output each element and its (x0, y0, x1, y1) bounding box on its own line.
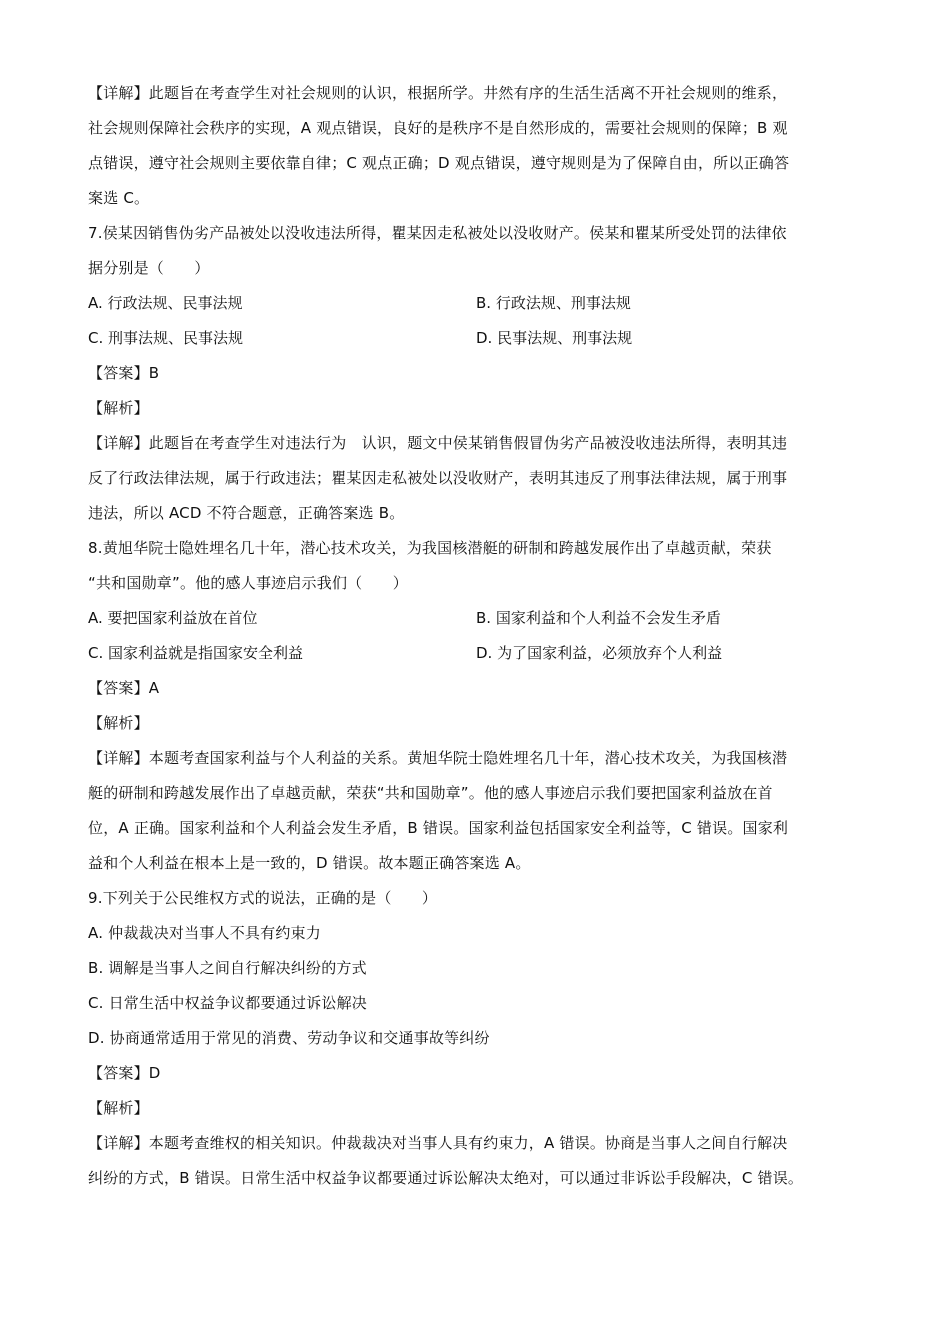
q7-stem-line-2: 据分别是（ ） (88, 259, 210, 277)
q8-option-d: D. 为了国家利益，必须放弃个人利益 (476, 644, 723, 662)
prev-detail-line-4: 案选 C。 (88, 189, 150, 207)
q8-stem-line-1: 8.黄旭华院士隐姓埋名几十年，潜心技术攻关，为我国核潜艇的研制和跨越发展作出了卓越贡献，荣获 (88, 539, 772, 557)
q7-option-a: A. 行政法规、民事法规 (88, 294, 243, 312)
q8-analysis-heading: 【解析】 (88, 714, 149, 732)
q9-answer: 【答案】D (88, 1064, 161, 1082)
q7-option-c: C. 刑事法规、民事法规 (88, 329, 244, 347)
q9-analysis-heading: 【解析】 (88, 1099, 149, 1117)
q8-option-c: C. 国家利益就是指国家安全利益 (88, 644, 304, 662)
q7-analysis-heading: 【解析】 (88, 399, 149, 417)
q8-detail-line-1: 【详解】本题考查国家利益与个人利益的关系。黄旭华院士隐姓埋名几十年，潜心技术攻关，为我国核潜 (88, 749, 788, 767)
q7-detail-line-3: 违法，所以 ACD 不符合题意，正确答案选 B。 (88, 504, 405, 522)
prev-detail-line-2: 社会规则保障社会秩序的实现，A 观点错误，良好的是秩序不是自然形成的，需要社会规则的保障；B 观 (88, 119, 788, 137)
q7-stem-line-1: 7.侯某因销售伪劣产品被处以没收违法所得，瞿某因走私被处以没收财产。侯某和瞿某所受处罚的法律依 (88, 224, 787, 242)
q7-detail-line-2: 反了行政法律法规，属于行政违法；瞿某因走私被处以没收财产，表明其违反了刑事法律法规，属于刑事 (88, 469, 788, 487)
q9-option-c: C. 日常生活中权益争议都要通过诉讼解决 (88, 994, 368, 1012)
q8-detail-line-2: 艇的研制和跨越发展作出了卓越贡献，荣获“共和国勋章”。他的感人事迹启示我们要把国家利益放在首 (88, 784, 773, 802)
q7-options-row-2 (88, 321, 878, 356)
prev-detail-line-3: 点错误，遵守社会规则主要依靠自律；C 观点正确；D 观点错误，遵守规则是为了保障自由，所以正确答 (88, 154, 790, 172)
q9-option-b: B. 调解是当事人之间自行解决纠纷的方式 (88, 959, 367, 977)
q9-detail-line-2: 纠纷的方式，B 错误。日常生活中权益争议都要通过诉讼解决太绝对，可以通过非诉讼手段解决，C 错误。 (88, 1169, 804, 1187)
question-8 (88, 531, 878, 881)
q7-detail-line-1: 【详解】此题旨在考查学生对违法行为 认识，题文中侯某销售假冒伪劣产品被没收违法所得，表明其违 (88, 434, 788, 452)
q7-answer: 【答案】B (88, 364, 160, 382)
prev-detail-line-1: 【详解】此题旨在考查学生对社会规则的认识，根据所学。井然有序的生活生活离不开社会规则的维系， (88, 84, 788, 102)
q8-options-row-2 (88, 636, 878, 671)
q8-option-a: A. 要把国家利益放在首位 (88, 609, 258, 627)
question-7 (88, 216, 878, 531)
q9-option-d: D. 协商通常适用于常见的消费、劳动争议和交通事故等纠纷 (88, 1029, 490, 1047)
q8-stem-line-2: “共和国勋章”。他的感人事迹启示我们（ ） (88, 574, 408, 592)
q9-option-a: A. 仲裁裁决对当事人不具有约束力 (88, 924, 321, 942)
document-page (88, 76, 878, 1196)
q8-option-b: B. 国家利益和个人利益不会发生矛盾 (476, 609, 721, 627)
q8-detail-line-3: 位，A 正确。国家利益和个人利益会发生矛盾，B 错误。国家利益包括国家安全利益等，C 错误。国家利 (88, 819, 789, 837)
q8-detail-line-4: 益和个人利益在根本上是一致的，D 错误。故本题正确答案选 A。 (88, 854, 531, 872)
q7-options-row-1 (88, 286, 878, 321)
q9-detail-line-1: 【详解】本题考查维权的相关知识。仲裁裁决对当事人具有约束力，A 错误。协商是当事人之间自行解决 (88, 1134, 788, 1152)
q9-stem-line-1: 9.下列关于公民维权方式的说法，正确的是（ ） (88, 889, 438, 907)
q7-option-d: D. 民事法规、刑事法规 (476, 329, 633, 347)
q8-options-row-1 (88, 601, 878, 636)
question-9 (88, 881, 878, 1196)
q7-option-b: B. 行政法规、刑事法规 (476, 294, 631, 312)
q8-answer: 【答案】A (88, 679, 160, 697)
